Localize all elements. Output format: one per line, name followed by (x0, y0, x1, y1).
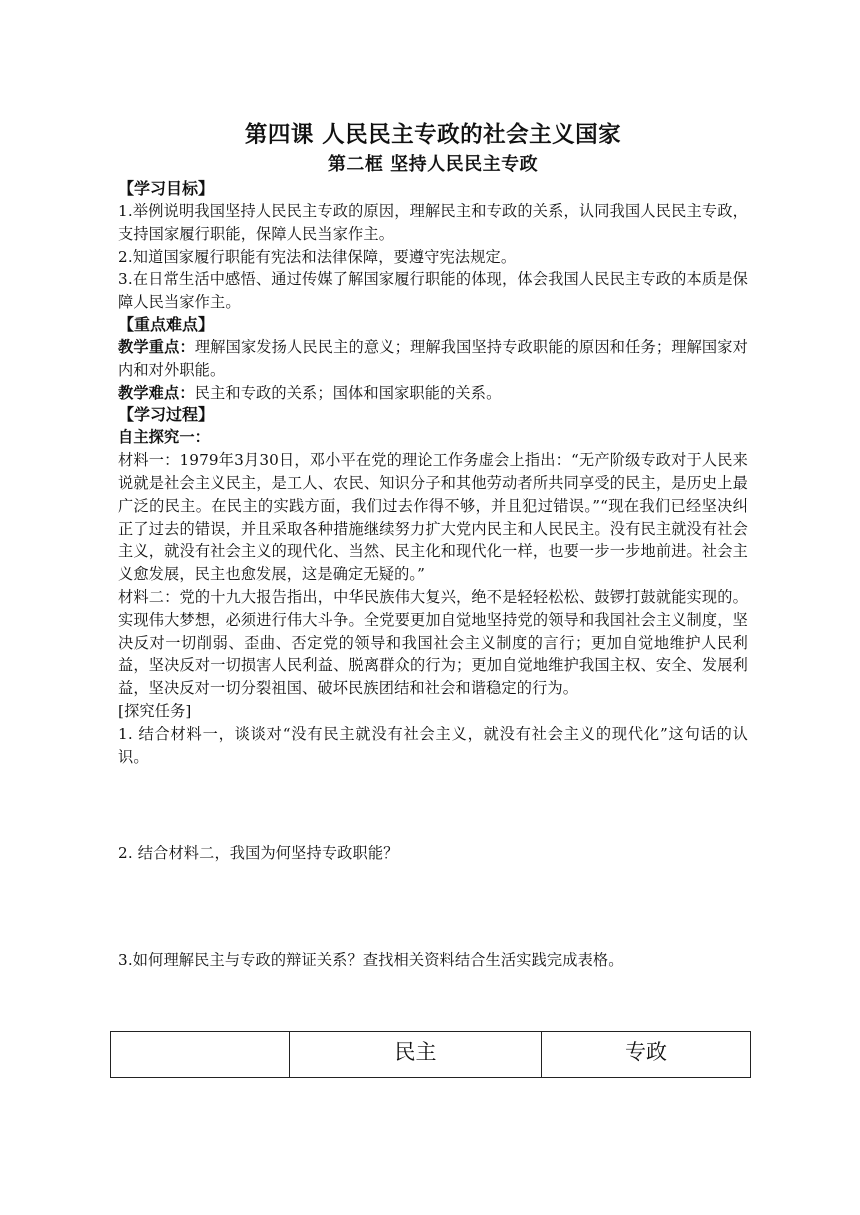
teaching-difficulty-label: 教学难点： (118, 383, 195, 402)
task-two: 2. 结合材料二，我国为何坚持专政职能？ (118, 844, 399, 863)
page-title: 第四课 人民民主专政的社会主义国家 (244, 122, 622, 148)
answer-space (118, 865, 748, 949)
task-label: [探究任务] (118, 701, 192, 720)
task-one: 1. 结合材料一，谈谈对“没有民主就没有社会主义，就没有社会主义的现代化”这句话的认识。 (118, 724, 748, 766)
table-header-cell: 民主 (290, 1032, 542, 1078)
goal-item: 1.举例说明我国坚持人民民主专政的原因，理解民主和专政的关系，认同我国人民民主专政，支持国家履行职能，保障人民当家作主。 (118, 202, 748, 243)
teaching-focus (118, 336, 748, 382)
document-content (118, 118, 748, 972)
goal-item: 3.在日常生活中感悟、通过传媒了解国家履行职能的体现，体会我国人民民主专政的本质是保障人民当家作主。 (118, 270, 748, 312)
explore-label (118, 426, 748, 449)
goals-heading: 【学习目标】 (118, 179, 215, 198)
explore-label-text: 自主探究一： (118, 428, 211, 447)
teaching-difficulty (118, 382, 748, 405)
teaching-difficulty-text: 民主和专政的关系；国体和国家职能的关系。 (194, 383, 502, 402)
teaching-focus-text: 理解国家发扬人民民主的意义；理解我国坚持专政职能的原因和任务；理解国家对内和对外职能。 (118, 337, 749, 379)
table-header-cell: 专政 (542, 1032, 751, 1078)
democracy-dictatorship-table (110, 1031, 751, 1078)
goal-item: 2.知道国家履行职能有宪法和法律保障，要遵守宪法规定。 (118, 247, 517, 266)
process-heading: 【学习过程】 (118, 405, 215, 425)
answer-space (118, 768, 748, 842)
teaching-focus-label: 教学重点： (118, 337, 195, 356)
table-header-row (111, 1032, 751, 1078)
key-points-heading: 【重点难点】 (118, 314, 215, 334)
material-two: 材料二：党的十九大报告指出，中华民族伟大复兴，绝不是轻轻松松、鼓锣打鼓就能实现的。实现伟大梦想，必须进行伟大斗争。全党要更加自觉地坚持党的领导和我国社会主义制度，坚决反对一切削弱、歪曲、否定党的领导和我国社会主义制度的言行；更加自觉地维护人民利益，坚决反对一切损害人民利益、脱离群众的行为；更加自觉地维护我国主权、安全、发展利益，坚决反对一切分裂祖国、破坏民族团结和社会和谐稳定的行为。 (118, 587, 748, 698)
task-three: 3.如何理解民主与专政的辩证关系？查找相关资料结合生活实践完成表格。 (118, 951, 624, 970)
page-subtitle: 第二框 坚持人民民主专政 (327, 154, 539, 175)
material-one: 材料一：1979年3月30日，邓小平在党的理论工作务虚会上指出：“无产阶级专政对于人民来说就是社会主义民主，是工人、农民、知识分子和其他劳动者所共同享受的民主，是历史上最广泛的民主。在民主的实践方面，我们过去作得不够，并且犯过错误。”“现在我们已经坚决纠正了过去的错误，并且采取各种措施继续努力扩大党内民主和人民民主。没有民主就没有社会主义，就没有社会主义的现代化、当然、民主化和现代化一样，也要一步一步地前进。社会主义愈发展，民主也愈发展，这是确定无疑的。” (118, 451, 748, 584)
table-header-cell (111, 1032, 290, 1078)
